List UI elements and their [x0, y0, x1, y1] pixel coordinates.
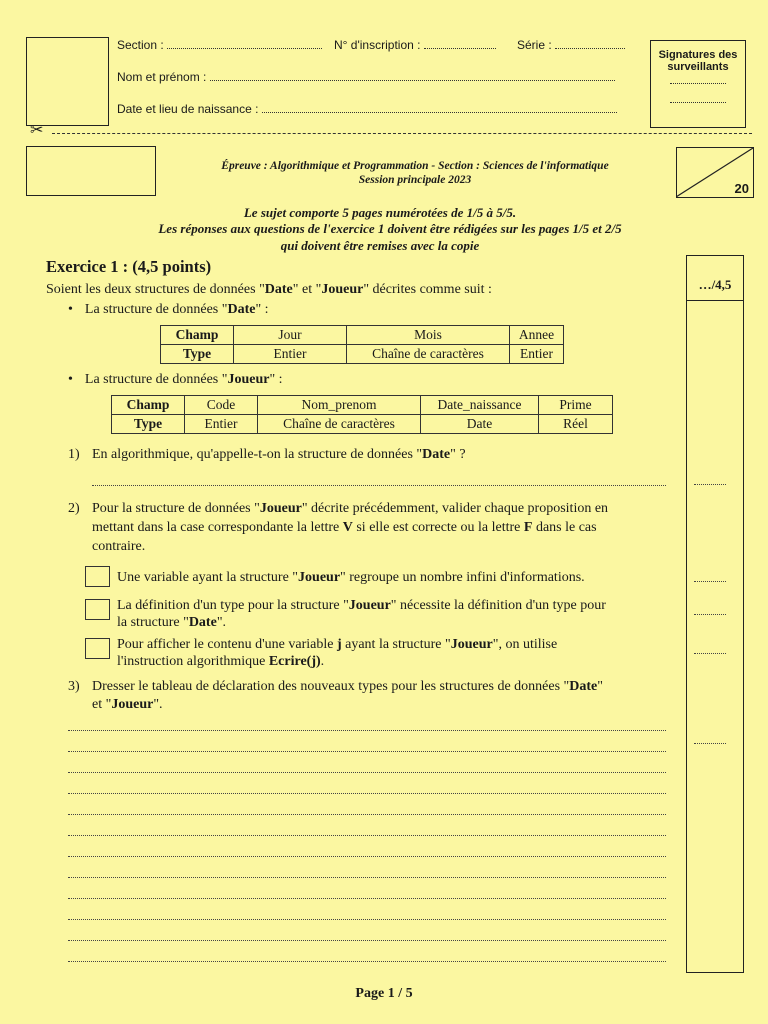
- question-1-number: 1): [68, 447, 80, 462]
- proposition-1-post: " regroupe un nombre infini d'informations.: [340, 570, 585, 585]
- date-lieu-dots: [262, 112, 617, 113]
- answer-line-q3[interactable]: [68, 961, 666, 962]
- table-row: [112, 415, 613, 434]
- bullet-date-post: " :: [255, 302, 269, 317]
- answer-line-q3[interactable]: [68, 814, 666, 815]
- intro-line-1: Le sujet comporte 5 pages numérotées de 1/5 à 5/5.: [243, 205, 517, 220]
- question-2-line-2: [92, 519, 682, 537]
- score-dots-q3: [694, 743, 726, 744]
- score-dots-q1: [694, 484, 726, 485]
- bullet-joueur-post: " :: [269, 372, 283, 387]
- question-2-pre: Pour la structure de données ": [92, 501, 260, 516]
- question-3-l2-pre: et ": [92, 697, 112, 712]
- proposition-1-name: Joueur: [298, 570, 341, 585]
- proposition-3-l2-pre: l'instruction algorithmique: [117, 654, 269, 669]
- bullet-date-name: Date: [227, 302, 256, 317]
- proposition-3-line-2: [117, 653, 677, 671]
- question-3-post: ": [597, 679, 603, 694]
- nom-dots: [210, 80, 615, 81]
- exercise-score: …/4,5: [698, 277, 732, 292]
- answer-line-q3[interactable]: [68, 940, 666, 941]
- question-2-post: " décrite précédemment, valider chaque proposition en: [301, 501, 609, 516]
- table-row: [112, 396, 613, 415]
- serie-dots: [555, 48, 625, 49]
- scissors-icon: ✂: [30, 122, 44, 139]
- proposition-2-l2-pre: la structure ": [117, 615, 189, 630]
- score-header-divider: [687, 300, 743, 301]
- answer-checkbox-2[interactable]: [85, 599, 110, 620]
- bullet-date-pre: La structure de données ": [84, 302, 228, 317]
- grade-total: 20: [734, 181, 749, 196]
- answer-line-q1[interactable]: [92, 485, 666, 486]
- table-cell: Type: [112, 415, 185, 434]
- proposition-3-mid: ayant la structure ": [341, 637, 451, 652]
- epreuve-line: Épreuve : Algorithmique et Programmation - Section : Sciences de l'informatique: [221, 160, 609, 172]
- proposition-2-post: " nécessite la définition d'un type pour: [390, 598, 606, 613]
- inscription-dots: [424, 48, 496, 49]
- grade-box: [676, 147, 754, 198]
- question-2-l2-mid: si elle est correcte ou la lettre: [352, 520, 524, 535]
- answer-checkbox-1[interactable]: [85, 566, 110, 587]
- proposition-3-name: Joueur: [450, 637, 493, 652]
- table-cell: Jour: [234, 326, 347, 345]
- answer-line-q3[interactable]: [68, 835, 666, 836]
- question-2-l2-pre: mettant dans la case correspondante la lettre: [92, 520, 343, 535]
- question-3-l2-name: Joueur: [111, 697, 154, 712]
- proposition-3-instruction: Ecrire(j): [268, 654, 321, 669]
- proposition-3-post: ", on utilise: [492, 637, 558, 652]
- answer-line-q3[interactable]: [68, 751, 666, 752]
- score-dots-p3: [694, 653, 726, 654]
- section-field[interactable]: [117, 38, 332, 52]
- nom-field[interactable]: [117, 70, 632, 84]
- proposition-3-line-1: [117, 636, 679, 654]
- question-3-pre: Dresser le tableau de déclaration des nouveaux types pour les structures de données ": [92, 679, 570, 694]
- answer-checkbox-3[interactable]: [85, 638, 110, 659]
- exercise-intro-mid: " et ": [292, 282, 322, 297]
- question-3-line-2: [92, 696, 652, 714]
- question-1-pre: En algorithmique, qu'appelle-t-on la structure de données ": [92, 447, 423, 462]
- answer-line-q3[interactable]: [68, 730, 666, 731]
- inscription-field[interactable]: [334, 38, 509, 52]
- proposition-3-pre: Pour afficher le contenu d'une variable: [117, 637, 337, 652]
- table-cell: Code: [185, 396, 258, 415]
- proposition-3-l2-post: .: [320, 654, 325, 669]
- question-2-number: 2): [68, 501, 80, 516]
- section-dots: [167, 48, 322, 49]
- question-3-name: Date: [569, 679, 598, 694]
- question-2-letter-f: F: [523, 520, 533, 535]
- secret-code-box: [26, 146, 156, 196]
- date-lieu-label: Date et lieu de naissance :: [117, 102, 259, 116]
- answer-line-q3[interactable]: [68, 772, 666, 773]
- page-number: Page 1 / 5: [355, 986, 413, 1001]
- exercise-title: Exercice 1 : (4,5 points): [46, 257, 212, 276]
- table-cell: Entier: [510, 345, 564, 364]
- question-2-line-3: contraire.: [92, 539, 146, 554]
- proposition-2-l2-name: Date: [188, 615, 217, 630]
- score-dots-p1: [694, 581, 726, 582]
- bullet-joueur-pre: La structure de données ": [84, 372, 228, 387]
- table-cell: Chaîne de caractères: [258, 415, 421, 434]
- exercise-intro: [46, 281, 666, 299]
- table-cell: Entier: [185, 415, 258, 434]
- table-cell: Date_naissance: [421, 396, 539, 415]
- question-2-l2-post: dans le cas: [532, 520, 597, 535]
- question-2-name: Joueur: [259, 501, 302, 516]
- question-1-name: Date: [422, 447, 451, 462]
- question-2-line-1: [68, 500, 683, 518]
- table-cell: Mois: [347, 326, 510, 345]
- proposition-2-pre: La définition d'un type pour la structure ": [117, 598, 349, 613]
- question-3-line-1: [68, 678, 688, 696]
- proposition-1-pre: Une variable ayant la structure ": [117, 570, 299, 585]
- answer-line-q3[interactable]: [68, 856, 666, 857]
- table-cell: Prime: [539, 396, 613, 415]
- joueur-structure-table: [111, 395, 613, 434]
- nom-label: Nom et prénom :: [117, 70, 207, 84]
- table-cell: Date: [421, 415, 539, 434]
- proposition-2-l2-post: ".: [216, 615, 227, 630]
- table-cell: Champ: [112, 396, 185, 415]
- inscription-label: N° d'inscription :: [334, 38, 421, 52]
- bullet-joueur: [68, 371, 628, 389]
- exercise-intro-joueur: Joueur: [321, 282, 364, 297]
- session-line: Session principale 2023: [358, 174, 472, 186]
- bullet-date: [68, 301, 628, 319]
- signature-line-2: [670, 102, 726, 103]
- cut-line: [52, 133, 752, 134]
- question-3-l2-post: ".: [153, 697, 163, 712]
- exercise-intro-date: Date: [264, 282, 293, 297]
- proposition-2-name: Joueur: [348, 598, 391, 613]
- answer-line-q3[interactable]: [68, 898, 666, 899]
- table-cell: Type: [161, 345, 234, 364]
- question-3-number: 3): [68, 679, 80, 694]
- date-lieu-field[interactable]: [117, 102, 632, 116]
- proposition-3-var: j: [336, 637, 342, 652]
- bullet-icon: •: [68, 372, 73, 387]
- bullet-joueur-name: Joueur: [227, 372, 270, 387]
- proposition-2-line-2: [117, 614, 677, 632]
- photo-box: [26, 37, 109, 126]
- score-dots-p2: [694, 614, 726, 615]
- exercise-intro-post: " décrites comme suit :: [363, 282, 492, 297]
- serie-field[interactable]: [517, 38, 632, 52]
- exercise-intro-pre: Soient les deux structures de données ": [46, 282, 265, 297]
- answer-line-q3[interactable]: [68, 877, 666, 878]
- answer-line-q3[interactable]: [68, 793, 666, 794]
- intro-line-2: Les réponses aux questions de l'exercice 1 doivent être rédigées sur les pages 1/5 et 2/5: [158, 221, 622, 236]
- table-cell: Champ: [161, 326, 234, 345]
- table-cell: Chaîne de caractères: [347, 345, 510, 364]
- bullet-icon: •: [68, 302, 73, 317]
- question-1: [68, 446, 668, 464]
- table-row: [161, 326, 564, 345]
- signature-line-1: [670, 83, 726, 84]
- serie-label: Série :: [517, 38, 552, 52]
- table-cell: Réel: [539, 415, 613, 434]
- signatures-label: Signatures des surveillants: [658, 49, 738, 73]
- signatures-box: [650, 40, 746, 128]
- question-1-post: " ?: [450, 447, 466, 462]
- answer-line-q3[interactable]: [68, 919, 666, 920]
- question-2-letter-v: V: [342, 520, 353, 535]
- intro-line-3: qui doivent être remises avec la copie: [280, 238, 480, 253]
- proposition-2-line-1: [117, 597, 677, 615]
- table-cell: Annee: [510, 326, 564, 345]
- section-label: Section :: [117, 38, 164, 52]
- table-cell: Entier: [234, 345, 347, 364]
- date-structure-table: [160, 325, 564, 364]
- table-cell: Nom_prenom: [258, 396, 421, 415]
- proposition-1: [117, 569, 677, 587]
- table-row: [161, 345, 564, 364]
